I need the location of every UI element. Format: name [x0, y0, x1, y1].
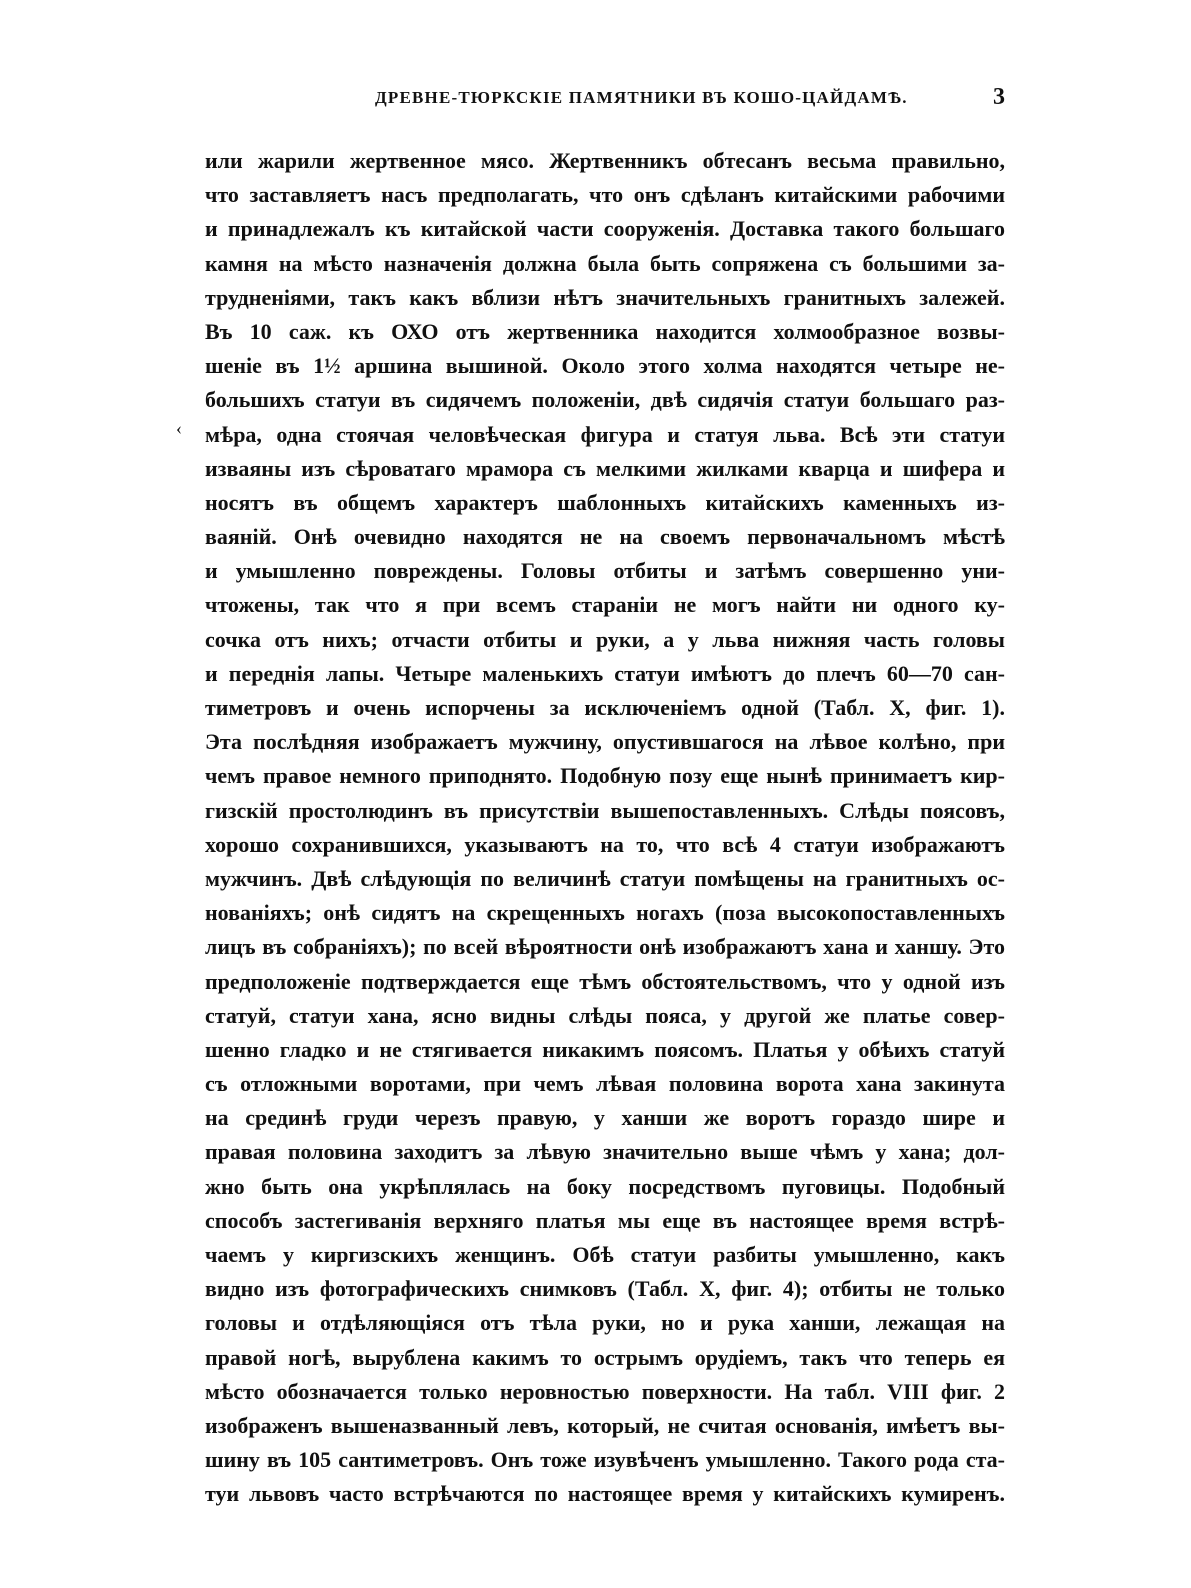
text-line: способъ застегиванія верхняго платья мы еще въ настоящее время встрѣ- — [205, 1207, 1005, 1233]
text-line: чаемъ у киргизскихъ женщинъ. Обѣ статуи разбиты умышленно, какъ — [205, 1242, 1005, 1267]
text-line: статуй, статуи хана, ясно видны слѣды пояса, у другой же платье совер- — [205, 1002, 1005, 1028]
text-line: изваяны изъ сѣроватаго мрамора съ мелкими жилками кварца и шифера и — [205, 455, 1005, 481]
text-line: лицъ въ собраніяхъ); по всей вѣроятности онѣ изображаютъ хана и ханшу. Это — [205, 934, 1005, 960]
text-line: хорошо сохранившихся, указываютъ на то, что всѣ 4 статуи изображаютъ — [205, 831, 1005, 857]
text-line: и умышленно повреждены. Головы отбиты и затѣмъ совершенно уни- — [205, 558, 1005, 584]
text-line: что заставляетъ насъ предполагать, что онъ сдѣланъ китайскими рабочими — [205, 182, 1005, 208]
page-number: 3 — [993, 84, 1005, 110]
text-line: мужчинъ. Двѣ слѣдующія по величинѣ статуи помѣщены на гранитныхъ ос- — [205, 865, 1005, 891]
text-line: или жарили жертвенное мясо. Жертвенникъ обтесанъ весьма правильно, — [205, 148, 1005, 173]
text-line: видно изъ фотографическихъ снимковъ (Табл. X, фиг. 4); отбиты не только — [205, 1276, 1005, 1302]
text-line: шину въ 105 сантиметровъ. Онъ тоже изувѣченъ умышленно. Такого рода ста- — [205, 1447, 1005, 1473]
margin-mark: ‹ — [176, 418, 182, 438]
text-line: шенно гладко и не стягивается никакимъ поясомъ. Платья у обѣихъ статуй — [205, 1036, 1005, 1062]
text-line: Въ 10 саж. къ ОХО отъ жертвенника находится холмообразное возвы- — [205, 318, 1005, 344]
running-title: ДРЕВНЕ-ТЮРКСКІЕ ПАМЯТНИКИ ВЪ КОШО-ЦАЙДАМѢ. — [375, 88, 908, 107]
text-line: правой ногѣ, вырублена какимъ то острымъ орудіемъ, такъ что теперь ея — [205, 1344, 1005, 1370]
text-line: и переднія лапы. Четыре маленькихъ статуи имѣютъ до плечъ 60—70 сан- — [205, 660, 1005, 686]
text-line: мѣра, одна стоячая человѣческая фигура и статуя льва. Всѣ эти статуи — [205, 421, 1005, 447]
text-line: и принадлежалъ къ китайской части сооруженія. Доставка такого большаго — [205, 216, 1005, 242]
text-line: съ отложными воротами, при чемъ лѣвая половина ворота хана закинута — [205, 1071, 1005, 1097]
text-line: сочка отъ нихъ; отчасти отбиты и руки, а у льва нижняя часть головы — [205, 626, 1005, 652]
text-line: головы и отдѣляющіяся отъ тѣла руки, но и рука ханши, лежащая на — [205, 1310, 1005, 1336]
text-line: правая половина заходитъ за лѣвую значительно выше чѣмъ у хана; дол- — [205, 1139, 1005, 1165]
text-line: предположеніе подтверждается еще тѣмъ обстоятельствомъ, что у одной изъ — [205, 968, 1005, 994]
text-line: нованіяхъ; онѣ сидятъ на скрещенныхъ ногахъ (поза высокопоставленныхъ — [205, 900, 1005, 926]
text-line: мѣсто обозначается только неровностью поверхности. На табл. VIII фиг. 2 — [205, 1378, 1005, 1404]
text-line: чтожены, так что я при всемъ стараніи не могъ найти ни одного ку- — [205, 592, 1005, 618]
text-line: на срединѣ груди черезъ правую, у ханши же воротъ гораздо шире и — [205, 1105, 1005, 1131]
text-line: носятъ въ общемъ характеръ шаблонныхъ китайскихъ каменныхъ из- — [205, 489, 1005, 515]
text-line: чемъ правое немного приподнято. Подобную позу еще нынѣ принимаетъ кир- — [205, 763, 1005, 789]
text-line: жно быть она укрѣплялась на боку посредствомъ пуговицы. Подобный — [205, 1173, 1005, 1199]
text-line: Эта послѣдняя изображаетъ мужчину, опустившагося на лѣвое колѣно, при — [205, 729, 1005, 755]
page-header — [205, 84, 1005, 122]
text-line: гизскій простолюдинъ въ присутствіи вышепоставленныхъ. Слѣды поясовъ, — [205, 797, 1005, 823]
text-line: трудненіями, такъ какъ вблизи нѣтъ значительныхъ гранитныхъ залежей. — [205, 284, 1005, 310]
text-line: тиметровъ и очень испорчены за исключеніемъ одной (Табл. X, фиг. 1). — [205, 695, 1005, 720]
text-line: камня на мѣсто назначенія должна была быть сопряжена съ большими за- — [205, 250, 1005, 276]
body-text — [205, 144, 1005, 1512]
text-line: шеніе въ 1½ аршина вышиной. Около этого холма находятся четыре не- — [205, 353, 1005, 379]
text-line: туи львовъ часто встрѣчаются по настоящее время у китайскихъ кумиренъ. — [205, 1481, 1005, 1507]
text-line: большихъ статуи въ сидячемъ положеніи, двѣ сидячія статуи большаго раз- — [205, 387, 1005, 413]
text-line: изображенъ вышеназванный левъ, который, не считая основанія, имѣетъ вы- — [205, 1412, 1005, 1438]
text-line: ваяній. Онѣ очевидно находятся не на своемъ первоначальномъ мѣстѣ — [205, 524, 1005, 550]
